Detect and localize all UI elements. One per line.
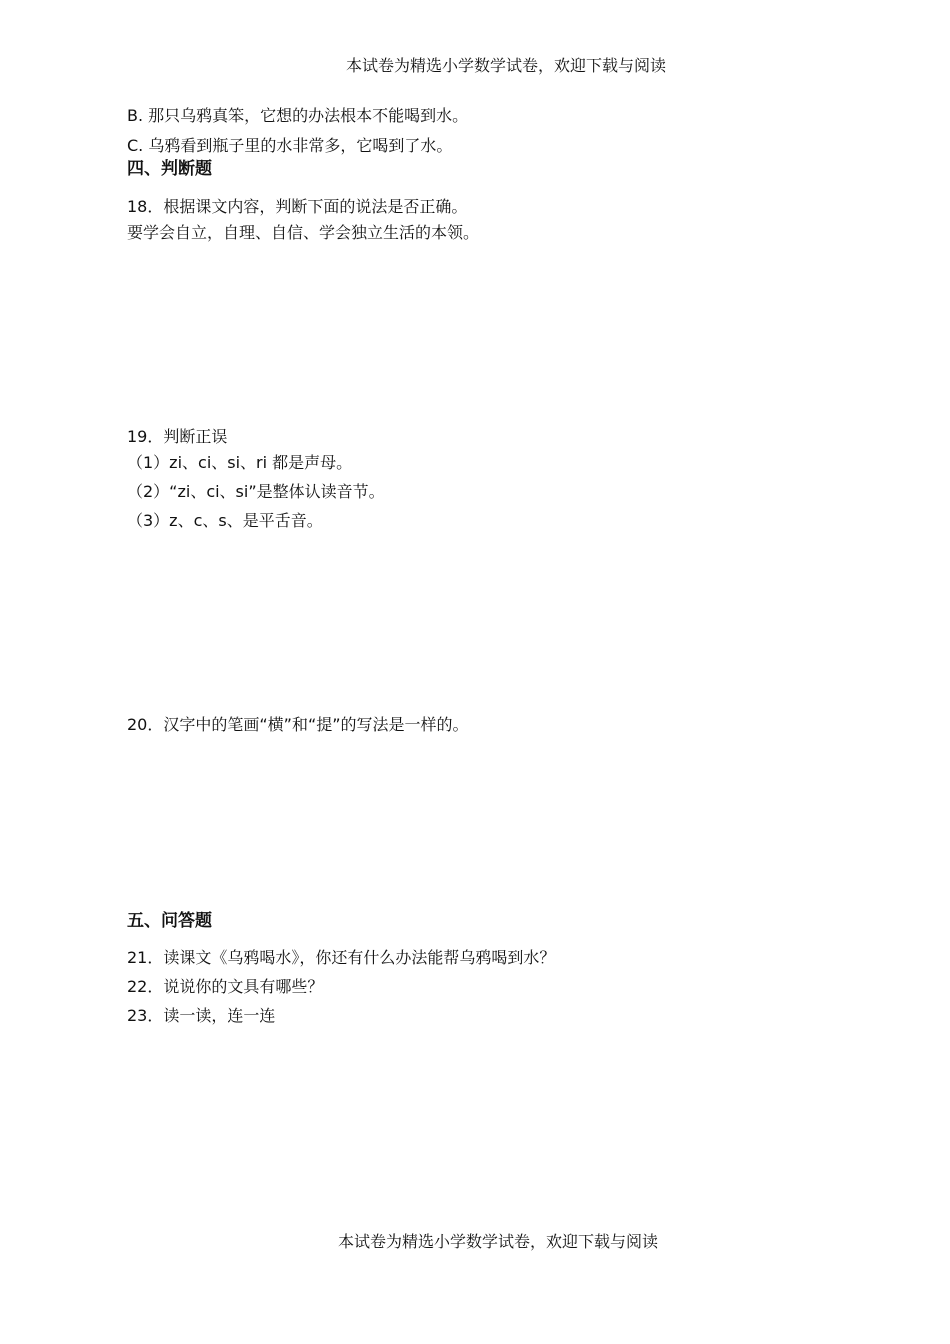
question-19-item: （2）“zi、ci、si”是整体认读音节。 xyxy=(127,482,385,501)
question-21: 21．读课文《乌鸦喝水》，你还有什么办法能帮乌鸦喝到水？ xyxy=(127,948,556,967)
section-title-qa: 五、问答题 xyxy=(127,911,212,931)
question-19-item: （1）zi、ci、si、ri 都是声母。 xyxy=(127,453,353,472)
question-22: 22．说说你的文具有哪些？ xyxy=(127,977,324,996)
question-18-text: 要学会自立，自理、自信、学会独立生活的本领。 xyxy=(127,223,480,242)
question-19-item: （3）z、c、s、是平舌音。 xyxy=(127,511,323,530)
option-c: C. 乌鸦看到瓶子里的水非常多，它喝到了水。 xyxy=(127,136,453,155)
question-19-stem: 19．判断正误 xyxy=(127,427,228,446)
question-23: 23．读一读，连一连 xyxy=(127,1006,276,1025)
option-b: B. 那只乌鸦真笨，它想的办法根本不能喝到水。 xyxy=(127,106,469,125)
section-title-judgement: 四、判断题 xyxy=(127,159,212,179)
page-footer: 本试卷为精选小学数学试卷，欢迎下载与阅读 xyxy=(338,1232,659,1251)
question-20-stem: 20．汉字中的笔画“横”和“提”的写法是一样的。 xyxy=(127,715,469,734)
page-header: 本试卷为精选小学数学试卷，欢迎下载与阅读 xyxy=(346,56,667,75)
question-18-stem: 18．根据课文内容，判断下面的说法是否正确。 xyxy=(127,197,468,216)
